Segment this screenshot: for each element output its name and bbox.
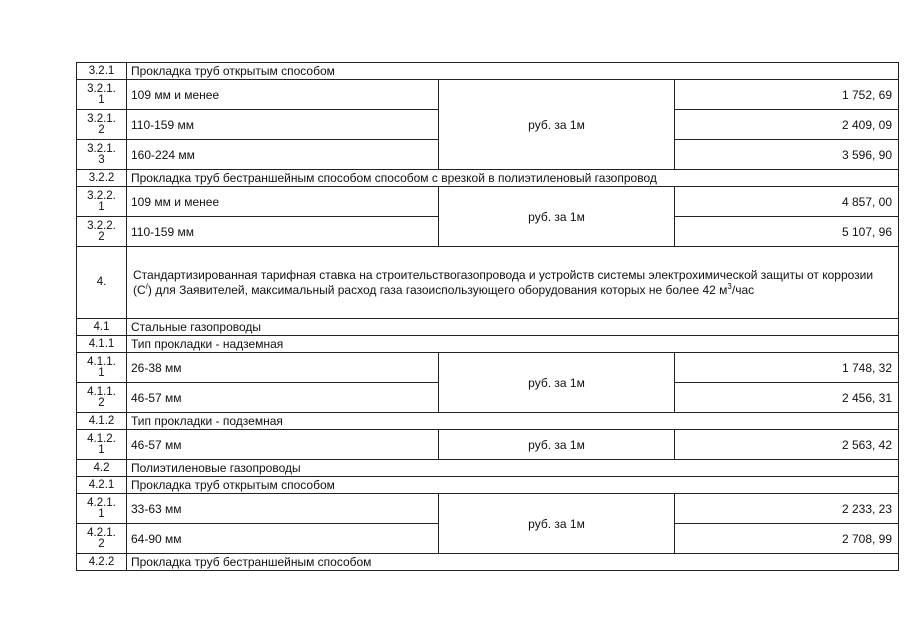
price-value: 5 107, 96 <box>675 217 899 247</box>
row-number: 4.1.2. 1 <box>77 430 127 460</box>
price-value: 1 748, 32 <box>675 353 899 383</box>
table-row <box>77 319 899 336</box>
table-row <box>77 413 899 430</box>
price-value: 3 596, 90 <box>675 140 899 170</box>
item-name: 110-159 мм <box>127 217 439 247</box>
row-number: 3.2.2. 1 <box>77 187 127 217</box>
price-value: 2 233, 23 <box>675 494 899 524</box>
section-title: Прокладка труб бестраншейным способом способом с врезкой в полиэтиленовый газопровод <box>127 170 899 187</box>
unit-of-measure: руб. за 1м <box>439 187 675 247</box>
price-value: 2 563, 42 <box>675 430 899 460</box>
table-row <box>77 80 899 110</box>
item-name: 46-57 мм <box>127 383 439 413</box>
item-name: 160-224 мм <box>127 140 439 170</box>
row-number: 4.2.1 <box>77 477 127 494</box>
item-name: 26-38 мм <box>127 353 439 383</box>
table-row <box>77 247 899 319</box>
tariff-description <box>127 247 899 319</box>
description-text: Стандартизированная тарифная ставка на строительствогазопровода и устройств системы электрохимической защиты от коррозии (C <box>133 267 874 297</box>
row-number: 3.2.1. 1 <box>77 80 127 110</box>
table-row <box>77 170 899 187</box>
section-title: Стальные газопроводы <box>127 319 899 336</box>
description-text: ) для Заявителей, максимальный расход газа газоиспользующего оборудования которых не более 42 м <box>147 282 728 297</box>
superscript: 3 <box>727 281 732 291</box>
table-row <box>77 336 899 353</box>
unit-of-measure: руб. за 1м <box>439 353 675 413</box>
row-number: 4.1.1 <box>77 336 127 353</box>
item-name: 64-90 мм <box>127 524 439 554</box>
section-title: Тип прокладки - подземная <box>127 413 899 430</box>
item-name: 46-57 мм <box>127 430 439 460</box>
section-title: Тип прокладки - надземная <box>127 336 899 353</box>
section-title: Прокладка труб открытым способом <box>127 63 899 80</box>
row-number: 4.2 <box>77 460 127 477</box>
row-number: 3.2.1 <box>77 63 127 80</box>
price-value: 2 456, 31 <box>675 383 899 413</box>
section-title: Прокладка труб бестраншейным способом <box>127 554 899 571</box>
unit-of-measure: руб. за 1м <box>439 494 675 554</box>
section-title: Прокладка труб открытым способом <box>127 477 899 494</box>
item-name: 109 мм и менее <box>127 187 439 217</box>
row-number: 4.1 <box>77 319 127 336</box>
price-value: 2 409, 09 <box>675 110 899 140</box>
table-row <box>77 353 899 383</box>
table-row <box>77 460 899 477</box>
row-number: 4.2.1. 2 <box>77 524 127 554</box>
price-value: 2 708, 99 <box>675 524 899 554</box>
price-value: 1 752, 69 <box>675 80 899 110</box>
section-title: Полиэтиленовые газопроводы <box>127 460 899 477</box>
unit-of-measure: руб. за 1м <box>439 430 675 460</box>
row-number: 4. <box>77 247 127 319</box>
row-number: 3.2.2. 2 <box>77 217 127 247</box>
superscript: / <box>145 281 148 291</box>
row-number: 4.1.1. 2 <box>77 383 127 413</box>
row-number: 3.2.1. 3 <box>77 140 127 170</box>
row-number: 4.2.1. 1 <box>77 494 127 524</box>
item-name: 109 мм и менее <box>127 80 439 110</box>
tariff-table-body <box>77 63 899 571</box>
table-row <box>77 494 899 524</box>
row-number: 4.1.2 <box>77 413 127 430</box>
item-name: 33-63 мм <box>127 494 439 524</box>
table-row <box>77 63 899 80</box>
row-number: 3.2.2 <box>77 170 127 187</box>
table-row <box>77 477 899 494</box>
description-text: /час <box>731 282 755 297</box>
table-row <box>77 430 899 460</box>
unit-of-measure: руб. за 1м <box>439 80 675 170</box>
price-value: 4 857, 00 <box>675 187 899 217</box>
row-number: 4.2.2 <box>77 554 127 571</box>
table-row <box>77 187 899 217</box>
tariff-table <box>76 62 899 571</box>
table-row <box>77 554 899 571</box>
row-number: 3.2.1. 2 <box>77 110 127 140</box>
item-name: 110-159 мм <box>127 110 439 140</box>
row-number: 4.1.1. 1 <box>77 353 127 383</box>
